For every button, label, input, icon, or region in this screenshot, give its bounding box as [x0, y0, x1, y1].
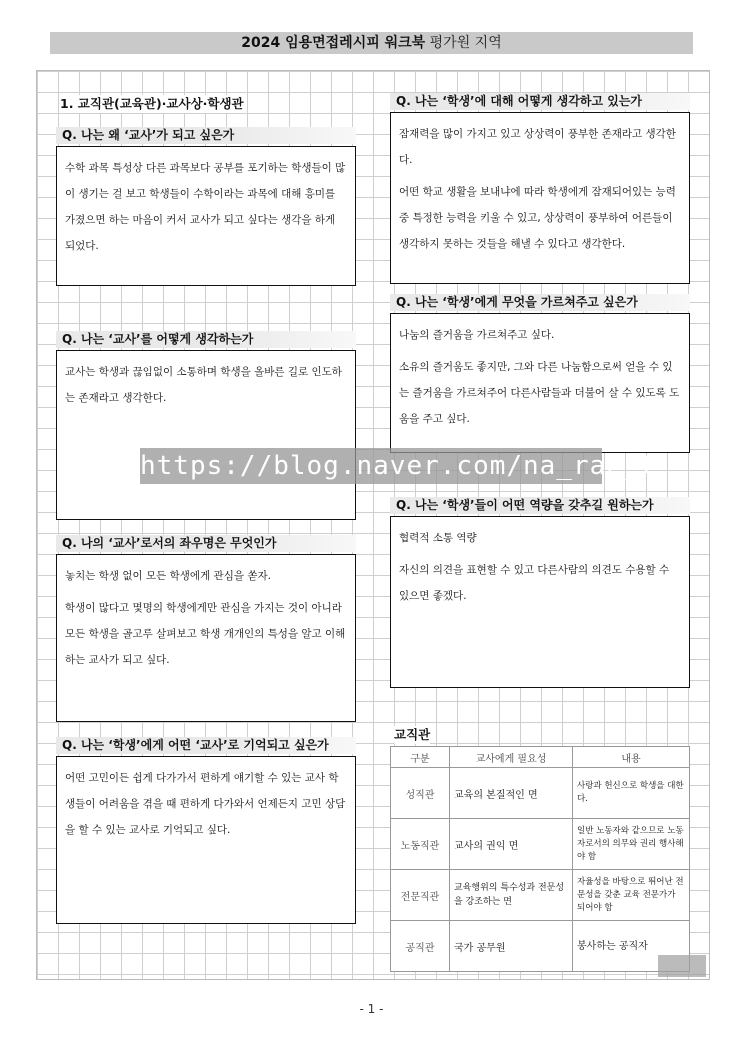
question-think-teacher: Q. 나는 ‘교사’를 어떻게 생각하는가 — [56, 331, 356, 348]
header-category: 구분 — [391, 747, 450, 768]
answer-text: 교사는 학생과 끊임없이 소통하며 학생을 올바른 길로 인도하는 존재라고 생각한다. — [65, 366, 342, 404]
table-row — [391, 870, 690, 921]
answer-text-1: 잠재력을 많이 가지고 있고 상상력이 풍부한 존재라고 생각한다. — [399, 128, 676, 166]
answer-box-remembered — [56, 756, 356, 924]
row-content: 일반 노동자와 같으므로 노동자로서의 의무와 권리 행사해야 함 — [573, 819, 690, 870]
row-category: 성직관 — [391, 768, 450, 819]
answer-box-competency — [390, 516, 690, 688]
answer-text-1: 나눔의 즐거움을 가르쳐주고 싶다. — [399, 329, 555, 341]
header-title: 2024 임용면접레시피 워크북 — [241, 35, 426, 51]
row-category: 공직관 — [391, 921, 450, 972]
ethics-table-title: 교직관 — [394, 727, 431, 742]
answer-text: 어떤 고민이든 쉽게 다가가서 편하게 얘기할 수 있는 교사 학생들이 어려움을 겪을 때 편하게 다가와서 언제든지 고민 상담을 할 수 있는 교사로 기억되고 싶다. — [65, 772, 346, 836]
page-number: - 1 - — [359, 1002, 384, 1016]
question-motto: Q. 나의 ‘교사’로서의 좌우명은 무엇인가 — [56, 535, 356, 552]
row-category: 전문직관 — [391, 870, 450, 921]
answer-text-2: 소유의 즐거움도 좋지만, 그와 다른 나눔함으로써 얻을 수 있는 즐거움을 가르쳐주어 다른사람들과 더불어 살 수 있도록 도움을 주고 싶다. — [399, 361, 680, 425]
answer-text-2: 어떤 학교 생활을 보내냐에 따라 학생에게 잠재되어있는 능력 중 특정한 능력을 키울 수 있고, 상상력이 풍부하여 어른들이 생각하지 못하는 것들을 해낼 수 있다고 생각한다. — [399, 186, 676, 250]
answer-box-think-teacher — [56, 350, 356, 520]
table-row — [391, 921, 690, 972]
corner-decoration — [658, 955, 706, 977]
answer-text-2: 학생이 많다고 몇명의 학생에게만 관심을 가지는 것이 아니라 모든 학생을 골고루 살펴보고 학생 개개인의 특성을 알고 이해하는 교사가 되고 싶다. — [65, 602, 346, 666]
question-competency: Q. 나는 ‘학생’들이 어떤 역량을 갖추길 원하는가 — [390, 497, 690, 514]
answer-text-1: 놓치는 학생 없이 모든 학생에게 관심을 쏟자. — [65, 570, 271, 582]
answer-box-think-student — [390, 112, 690, 284]
answer-text-2: 자신의 의견을 표현할 수 있고 다른사람의 의견도 수용할 수 있으면 좋겠다. — [399, 564, 670, 602]
answer-box-why-teacher — [56, 146, 356, 286]
header-content: 내용 — [573, 747, 690, 768]
question-think-student: Q. 나는 ‘학생’에 대해 어떻게 생각하고 있는가 — [390, 93, 690, 110]
header-subtitle: 평가원 지역 — [429, 35, 502, 51]
question-why-teacher: Q. 나는 왜 ‘교사’가 되고 싶은가 — [56, 127, 356, 144]
row-need: 교육의 본질적인 면 — [450, 768, 573, 819]
answer-box-teach-student — [390, 313, 690, 453]
section-title: 1. 교직관(교육관)·교사상·학생관 — [60, 96, 244, 111]
row-need: 교육행위의 특수성과 전문성을 강조하는 면 — [450, 870, 573, 921]
row-content: 사랑과 헌신으로 학생을 대한다. — [573, 768, 690, 819]
row-need: 국가 공무원 — [450, 921, 573, 972]
watermark-url: https://blog.naver.com/na_rae_t — [140, 448, 602, 484]
answer-text-1: 협력적 소통 역량 — [399, 532, 477, 544]
table-row — [391, 819, 690, 870]
row-content: 봉사하는 공직자 — [573, 921, 690, 972]
answer-text: 수학 과목 특성상 다른 과목보다 공부를 포기하는 학생들이 많이 생기는 걸 보고 학생들이 수학이라는 과목에 대해 흥미를 가졌으면 하는 마음이 커서 교사가 되고 싶다는 생각을 하게 되었다. — [65, 162, 346, 252]
table-row — [391, 768, 690, 819]
header-need: 교사에게 필요성 — [450, 747, 573, 768]
page-header — [50, 32, 693, 54]
row-need: 교사의 권익 면 — [450, 819, 573, 870]
answer-box-motto — [56, 554, 356, 722]
ethics-table — [390, 746, 690, 972]
row-content: 자율성을 바탕으로 뛰어난 전문성을 갖춘 교육 전문가가 되어야 함 — [573, 870, 690, 921]
table-header-row — [391, 747, 690, 768]
question-remembered: Q. 나는 ‘학생’에게 어떤 ‘교사’로 기억되고 싶은가 — [56, 737, 356, 754]
question-teach-student: Q. 나는 ‘학생’에게 무엇을 가르쳐주고 싶은가 — [390, 294, 690, 311]
row-category: 노동직관 — [391, 819, 450, 870]
